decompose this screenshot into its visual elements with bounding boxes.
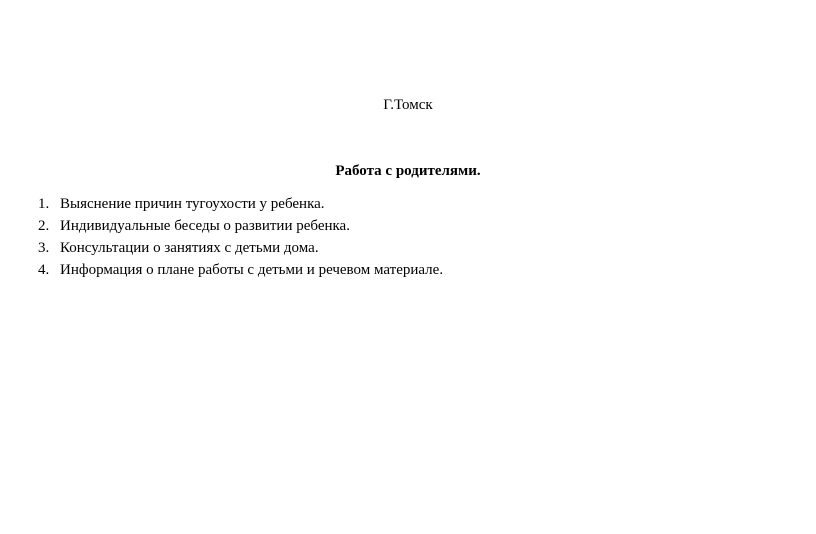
numbered-list bbox=[38, 193, 443, 281]
list-item-number: 1. bbox=[38, 196, 50, 212]
list-item-number: 3. bbox=[38, 240, 50, 256]
list-item-text: Выяснение причин тугоухости у ребенка. bbox=[60, 196, 325, 212]
list-item-text: Индивидуальные беседы о развитии ребенка. bbox=[60, 218, 350, 234]
list-item bbox=[38, 259, 443, 281]
list-item bbox=[38, 193, 443, 215]
section-title: Работа с родителями. bbox=[335, 163, 481, 179]
list-item bbox=[38, 215, 443, 237]
list-item-number: 4. bbox=[38, 262, 50, 278]
list-item-text: Информация о плане работы с детьми и речевом материале. bbox=[60, 262, 444, 278]
list-item-text: Консультации о занятиях с детьми дома. bbox=[60, 240, 319, 256]
list-item bbox=[38, 237, 443, 259]
list-item-number: 2. bbox=[38, 218, 50, 234]
city-heading: Г.Томск bbox=[383, 97, 433, 113]
